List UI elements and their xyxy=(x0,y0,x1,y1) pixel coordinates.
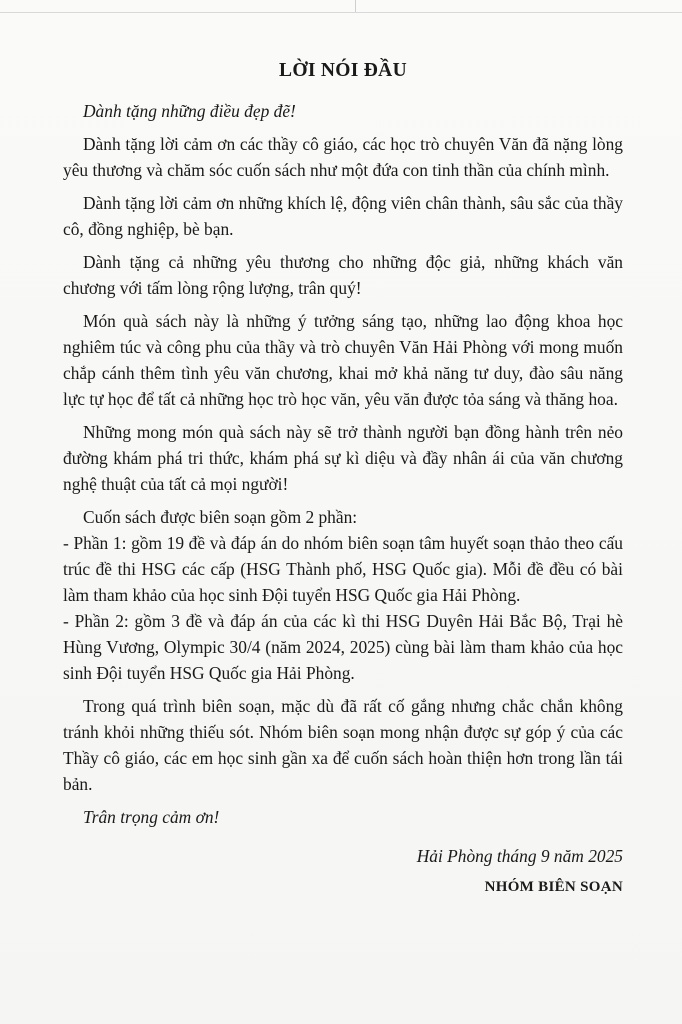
part-2-description: - Phần 2: gồm 3 đề và đáp án của các kì thi HSG Duyên Hải Bắc Bộ, Trại hè Hùng Vương, Olympic 30/4 (năm 2024, 2025) cùng bài làm tham khảo của học sinh Đội tuyển HSG Quốc gia Hải Phòng. xyxy=(63,611,623,683)
paragraph-5: Những mong món quà sách này sẽ trở thành người bạn đồng hành trên nẻo đường khám phá tri thức, khám phá sự kì diệu và đầy nhân ái của văn chương nghệ thuật của tất cả mọi người! xyxy=(63,422,623,494)
paragraph-1: Dành tặng lời cảm ơn các thầy cô giáo, các học trò chuyên Văn đã nặng lòng yêu thương và chăm sóc cuốn sách như một đứa con tinh thần của chính mình. xyxy=(63,134,623,180)
paragraph-6: Cuốn sách được biên soạn gồm 2 phần: xyxy=(83,507,358,527)
paragraph-4: Món quà sách này là những ý tưởng sáng tạo, những lao động khoa học nghiêm túc và công phu của thầy và trò chuyên Văn Hải Phòng với mong muốn chắp cánh thêm tình yêu văn chương, khai mở khả năng tư duy, đào sâu năng lực tự học để tất cả những học trò học văn, yêu văn được tỏa sáng và thăng hoa. xyxy=(63,311,623,409)
place-date: Hải Phòng tháng 9 năm 2025 xyxy=(416,846,623,866)
preface-body xyxy=(63,60,623,896)
signature: NHÓM BIÊN SOẠN xyxy=(484,879,623,895)
page-title: LỜI NÓI ĐẦU xyxy=(279,60,407,81)
paragraph-2: Dành tặng lời cảm ơn những khích lệ, động viên chân thành, sâu sắc của thầy cô, đồng nghiệp, bè bạn. xyxy=(63,193,623,239)
dedication-opening: Dành tặng những điều đẹp đẽ! xyxy=(83,101,296,121)
closing-paragraph: Trong quá trình biên soạn, mặc dù đã rất cố gắng nhưng chắc chắn không tránh khỏi những thiếu sót. Nhóm biên soạn mong nhận được sự góp ý của các Thầy cô giáo, các em học sinh gần xa để cuốn sách hoàn thiện hơn trong lần tái bản. xyxy=(63,696,623,794)
part-1-description: - Phần 1: gồm 19 đề và đáp án do nhóm biên soạn tâm huyết soạn thảo theo cấu trúc đề thi HSG các cấp (HSG Thành phố, HSG Quốc gia). Mỗi đề đều có bài làm tham khảo của học sinh Đội tuyển HSG Quốc gia Hải Phòng. xyxy=(63,533,623,605)
thanks-line: Trân trọng cảm ơn! xyxy=(83,807,220,827)
paragraph-3: Dành tặng cả những yêu thương cho những độc giả, những khách văn chương với tấm lòng rộng lượng, trân quý! xyxy=(63,252,623,298)
top-border xyxy=(0,0,682,13)
